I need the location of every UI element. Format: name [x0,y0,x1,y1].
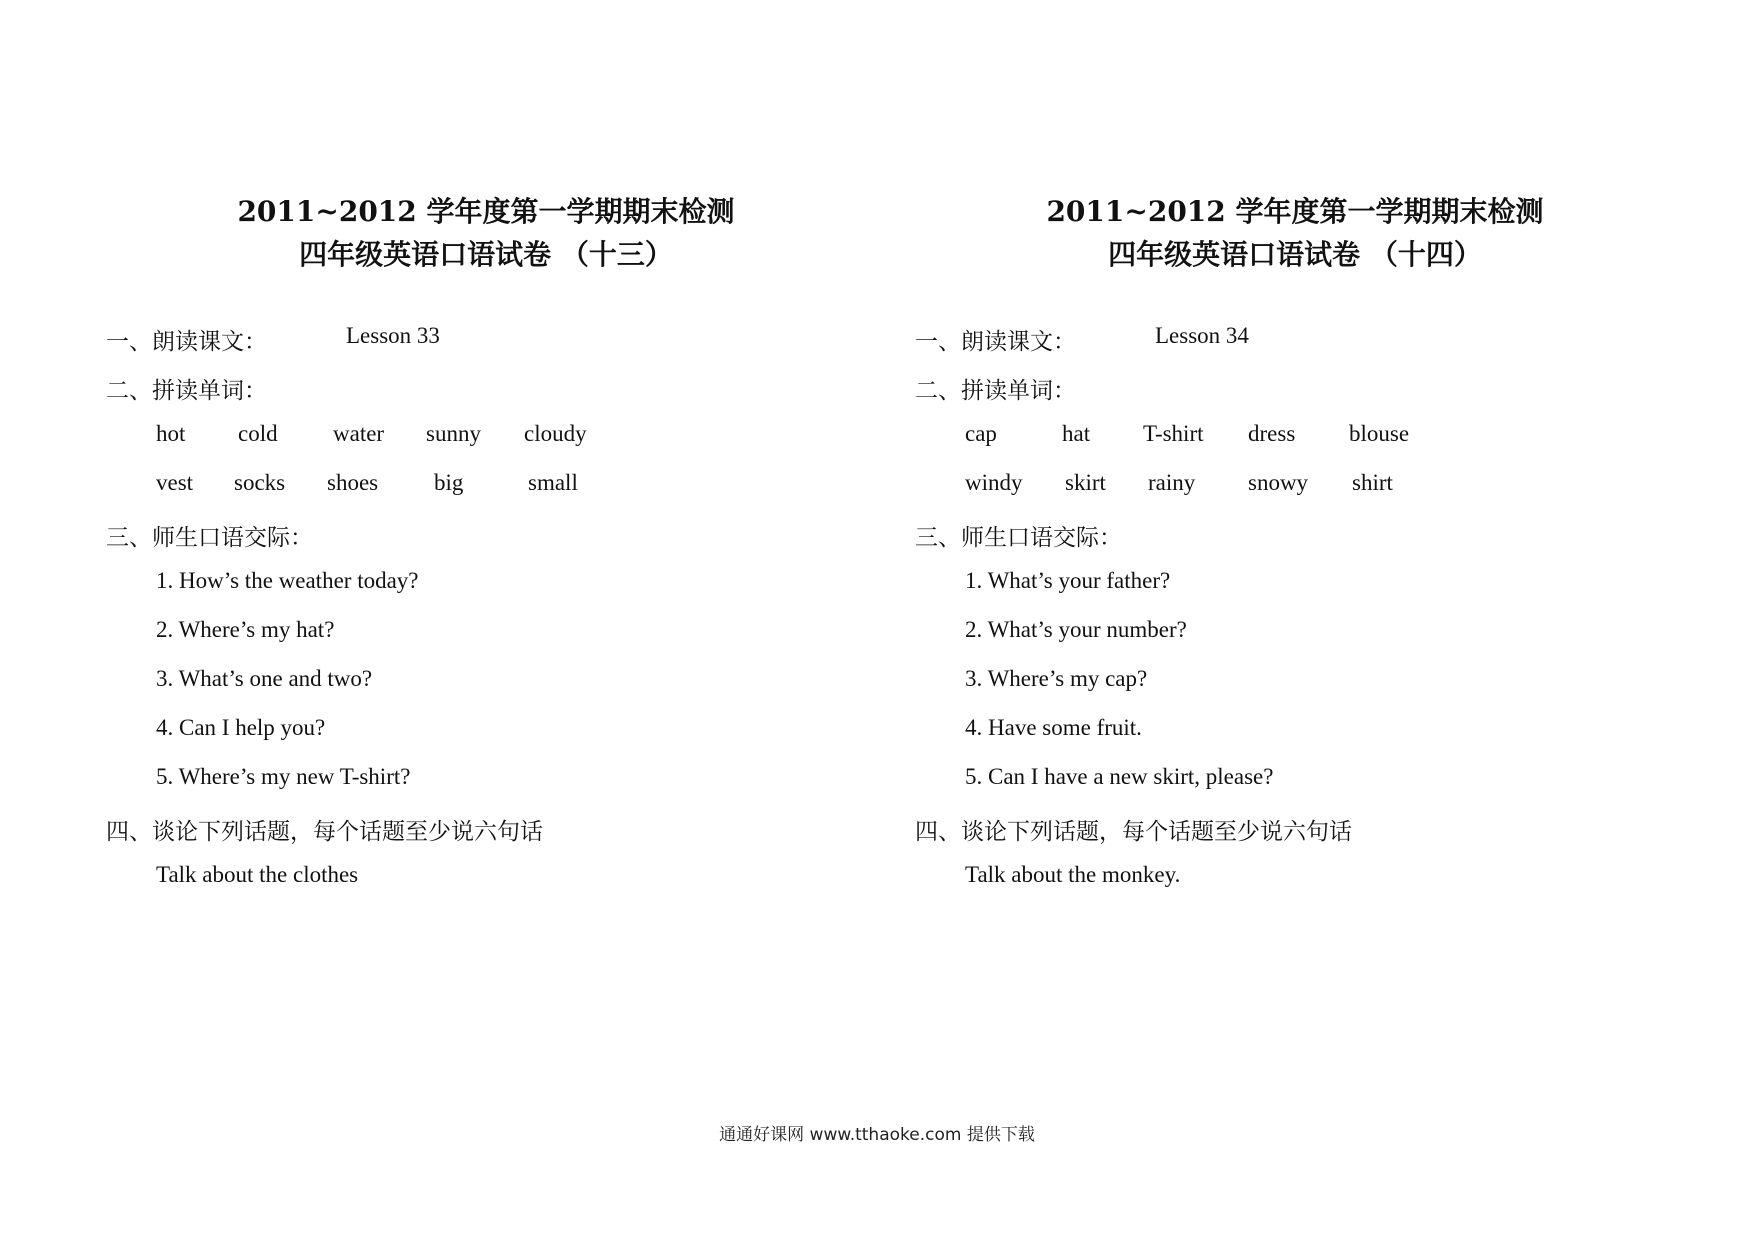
exam-sheet-13 [106,0,866,1000]
word: cap [965,421,997,446]
dialogue-question: 5. Can I have a new skirt, please? [965,764,1274,789]
word: snowy [1248,470,1309,495]
word: windy [965,470,1023,495]
dialogue-question: 2. What’s your number? [965,617,1187,642]
dialogue-question: 3. Where’s my cap? [965,666,1148,691]
word-row-1 [156,421,756,451]
dialogue-question: 4. Have some fruit. [965,715,1142,740]
section-topic-label: 四、谈论下列话题，每个话题至少说六句话 [106,819,543,845]
word: rainy [1148,470,1196,495]
dialogue-question: 1. What’s your father? [965,568,1171,593]
dialogue-question: 3. What’s one and two? [156,666,373,691]
word-row-2 [156,470,756,500]
section-reading [915,323,1249,356]
word: cloudy [524,421,587,446]
exam-sheet-14 [915,0,1675,1000]
section-topic-label: 四、谈论下列话题，每个话题至少说六句话 [915,819,1352,845]
dialogue-question: 1. How’s the weather today? [156,568,419,593]
exam-title-line1: 2011~2012 学年度第一学期期末检测 [1046,195,1544,228]
section-dialogue-label: 三、师生口语交际： [106,525,313,551]
word: socks [234,470,286,495]
word-row-1 [965,421,1585,451]
word: dress [1248,421,1296,446]
section-reading [106,323,440,356]
word: blouse [1349,421,1410,446]
word: sunny [426,421,481,446]
exam-title-line1: 2011~2012 学年度第一学期期末检测 [237,195,735,228]
dialogue-question: 4. Can I help you? [156,715,326,740]
exam-title [915,190,1675,276]
word: small [528,470,578,495]
word: water [333,421,385,446]
topic-text: Talk about the monkey. [965,862,1181,887]
exam-title-line2: 四年级英语口语试卷 （十四） [1108,238,1482,271]
word: skirt [1065,470,1106,495]
word: T-shirt [1143,421,1204,446]
word: big [434,470,464,495]
dialogue-question: 5. Where’s my new T-shirt? [156,764,411,789]
section-reading-label: 一、朗读课文： [106,329,267,355]
lesson-value: Lesson 33 [346,323,440,348]
word: shoes [327,470,379,495]
word: vest [156,470,194,495]
exam-title-line2: 四年级英语口语试卷 （十三） [299,238,673,271]
footer-credit: 通通好课网 www.tthaoke.com 提供下载 [719,1125,1035,1145]
word: hat [1062,421,1091,446]
section-spelling-label: 二、拼读单词： [915,378,1076,404]
topic-text: Talk about the clothes [156,862,359,887]
dialogue-question: 2. Where’s my hat? [156,617,335,642]
exam-title [106,190,866,276]
word-row-2 [965,470,1585,500]
lesson-value: Lesson 34 [1155,323,1249,348]
word: cold [238,421,278,446]
word: shirt [1352,470,1393,495]
word: hot [156,421,186,446]
section-spelling-label: 二、拼读单词： [106,378,267,404]
section-reading-label: 一、朗读课文： [915,329,1076,355]
section-dialogue-label: 三、师生口语交际： [915,525,1122,551]
